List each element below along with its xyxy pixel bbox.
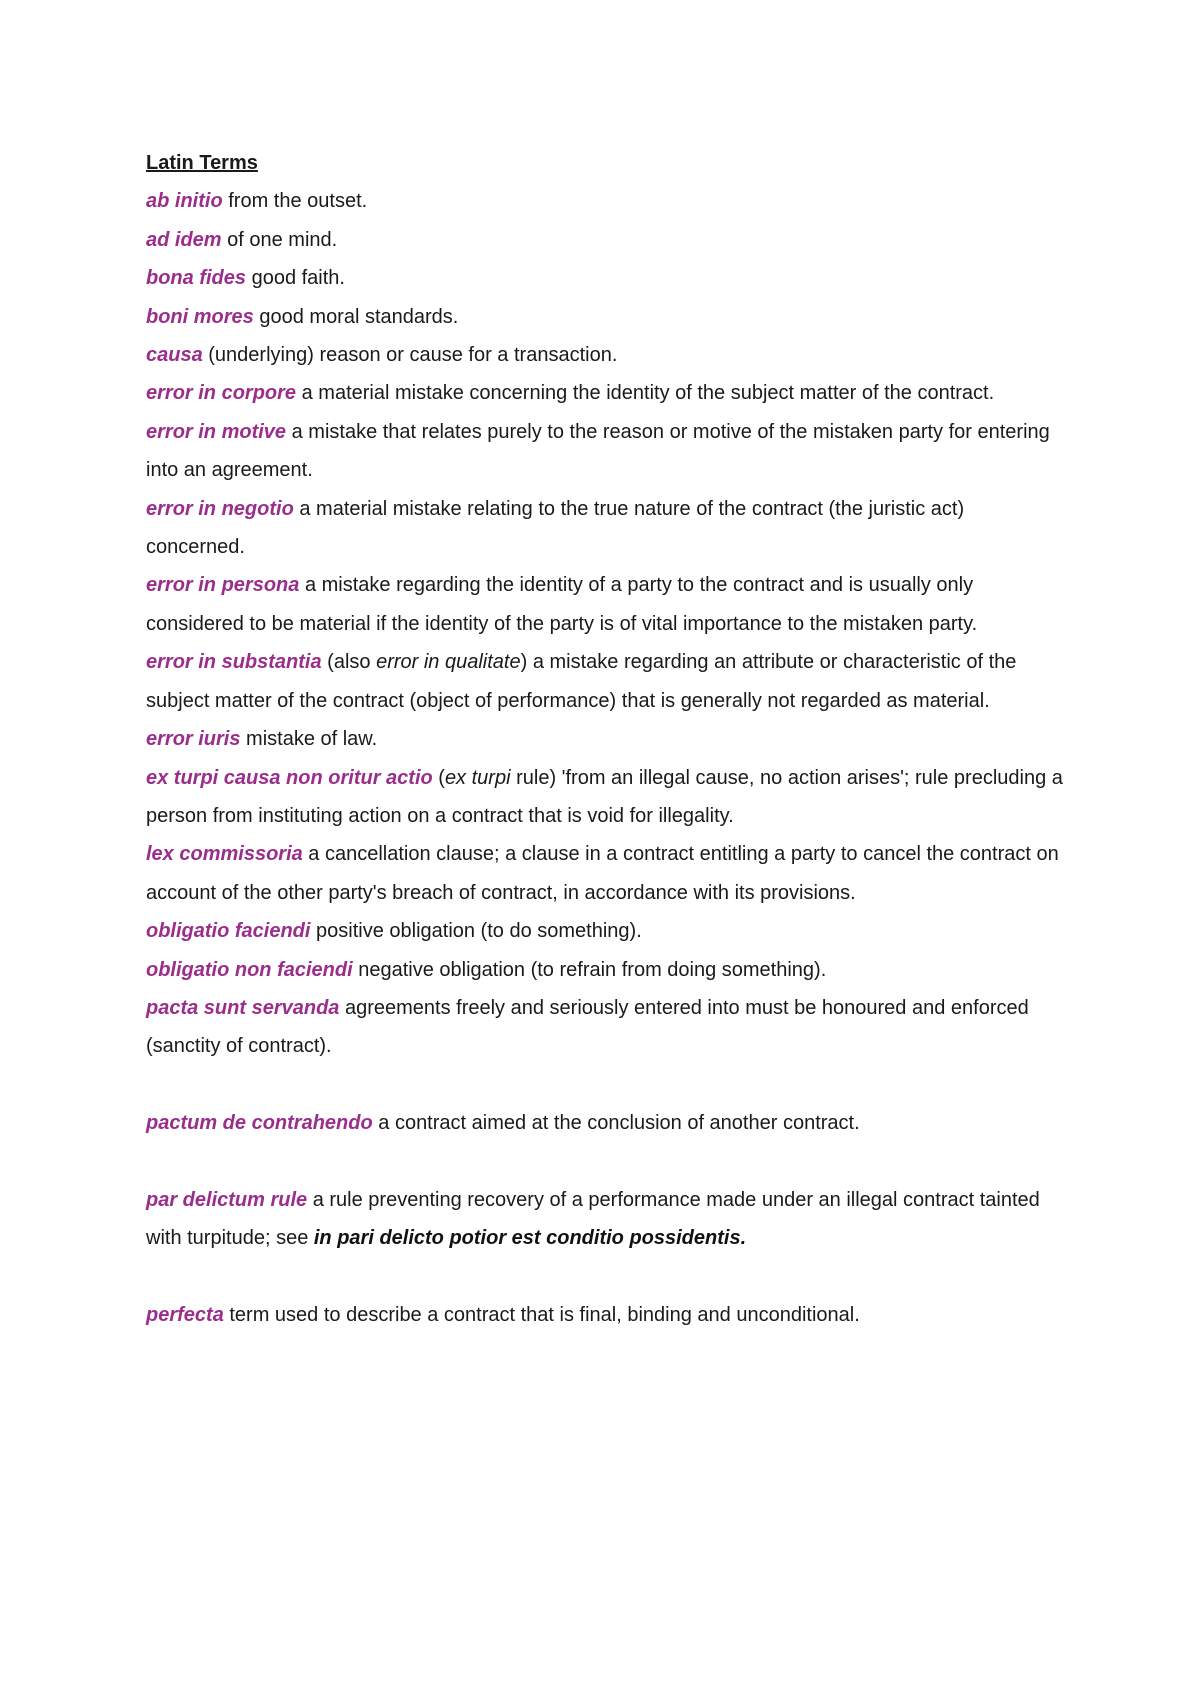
latin-term: ex turpi causa non oritur actio: [146, 766, 433, 789]
latin-term: error in motive: [146, 420, 287, 443]
definition: of one mind.: [221, 228, 338, 251]
definition: a material mistake concerning the identity of the subject matter of the contract.: [296, 382, 995, 405]
glossary-entry: [146, 490, 1066, 567]
glossary-entry: [146, 566, 1066, 643]
definition: positive obligation (to do something).: [310, 920, 642, 943]
latin-term: perfecta: [146, 1304, 224, 1327]
latin-term: error in corpore: [146, 382, 297, 405]
definition: a material mistake relating to the true nature of the contract (the juristic act) concerned.: [146, 497, 965, 559]
definition: a contract aimed at the conclusion of another contract.: [372, 1112, 860, 1135]
latin-term: boni mores: [146, 305, 254, 328]
glossary-entry: [146, 720, 1066, 758]
glossary-entry: [146, 989, 1066, 1066]
glossary-entry: [146, 336, 1066, 374]
alternate-term: error in qualitate: [376, 651, 521, 674]
document-body: [146, 144, 1066, 1335]
latin-term: error in negotio: [146, 497, 294, 520]
glossary-entry: [146, 413, 1066, 490]
definition: a cancellation clause; a clause in a contract entitling a party to cancel the contract on account of the other party's breach of contract, in accordance with its provisions.: [146, 843, 1059, 904]
definition: (also: [321, 651, 377, 674]
glossary-entry: [146, 1296, 1066, 1334]
glossary-entry: [146, 221, 1066, 259]
glossary-entry: [146, 951, 1066, 989]
definition: ) a mistake regarding an attribute or characteristic of the subject matter of the contract (object of performance) that is generally not regarded as material.: [146, 651, 1017, 712]
latin-term: bona fides: [146, 267, 247, 290]
definition: good moral standards.: [253, 305, 459, 328]
glossary-entry: [146, 1104, 1066, 1142]
latin-term: error in persona: [146, 574, 300, 597]
glossary-entry: [146, 643, 1066, 720]
definition: negative obligation (to refrain from doing something).: [352, 958, 827, 981]
definition: a mistake regarding the identity of a party to the contract and is usually only considered to be material if the identity of the party is of vital importance to the mistaken party.: [146, 574, 978, 635]
glossary-entry: [146, 182, 1066, 220]
latin-term: causa: [146, 344, 203, 367]
glossary-entry: [146, 1181, 1066, 1258]
latin-term: lex commissoria: [146, 843, 303, 866]
definition: a mistake that relates purely to the reason or motive of the mistaken party for entering into an agreement.: [146, 420, 1050, 482]
definition: agreements freely and seriously entered into must be honoured and enforced (sanctity of contract).: [146, 996, 1029, 1058]
latin-term: obligatio non faciendi: [146, 958, 353, 981]
glossary-entry: [146, 759, 1066, 836]
latin-term: ab initio: [146, 190, 223, 213]
definition: from the outset.: [222, 190, 368, 213]
definition: mistake of law.: [240, 728, 378, 751]
definition: good faith.: [246, 267, 345, 290]
glossary-entry: [146, 835, 1066, 912]
latin-term: par delictum rule: [146, 1188, 308, 1211]
latin-term: error in substantia: [146, 651, 322, 674]
definition: (underlying) reason or cause for a transaction.: [202, 344, 618, 367]
definition: a rule preventing recovery of a performance made under an illegal contract tainted with turpitude; see: [146, 1188, 1040, 1250]
latin-term: error iuris: [146, 728, 241, 751]
glossary-entry: [146, 259, 1066, 297]
latin-term: pacta sunt servanda: [146, 996, 340, 1019]
glossary-entry: [146, 298, 1066, 336]
glossary-entry: [146, 912, 1066, 950]
definition: (: [432, 766, 445, 789]
latin-term: obligatio faciendi: [146, 920, 311, 943]
alternate-term: ex turpi: [444, 766, 511, 789]
page-title: Latin Terms: [146, 152, 258, 174]
latin-term: pactum de contrahendo: [146, 1112, 373, 1135]
glossary-entry: [146, 374, 1066, 412]
latin-term: ad idem: [146, 228, 222, 251]
definition: term used to describe a contract that is final, binding and unconditional.: [223, 1304, 860, 1327]
cross-reference: in pari delicto potior est conditio possidentis.: [313, 1227, 747, 1250]
definition: rule) 'from an illegal cause, no action arises'; rule precluding a person from instituting action on a contract that is void for illegality.: [146, 766, 1063, 827]
